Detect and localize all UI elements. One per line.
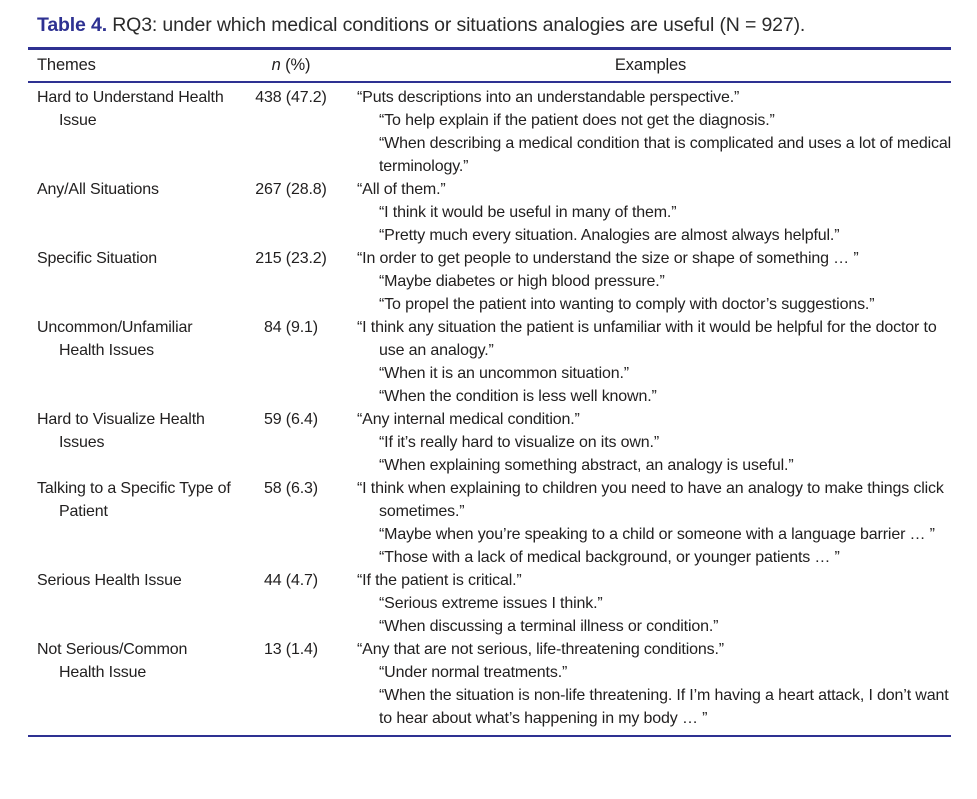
table-row <box>28 247 951 316</box>
table-row <box>28 316 951 408</box>
table-4 <box>28 47 951 737</box>
table-caption-text: RQ3: under which medical conditions or situations analogies are useful (N = 927). <box>112 14 806 36</box>
example-quote: “I think any situation the patient is unfamiliar with it would be helpful for the doctor to use an analogy.” <box>357 319 937 359</box>
example-quote: “Those with a lack of medical background, or younger patients … ” <box>379 549 840 566</box>
n-percent-cell: 59 (6.4) <box>264 411 318 428</box>
example-quote: “If the patient is critical.” <box>357 572 522 589</box>
theme-cell: Hard to Understand Health Issue <box>37 89 224 129</box>
table-row <box>28 178 951 247</box>
examples-cell <box>350 178 951 247</box>
n-percent-label: (%) <box>285 56 311 74</box>
n-italic-symbol: n <box>271 56 281 74</box>
theme-cell: Uncommon/Unfamiliar Health Issues <box>37 319 193 359</box>
examples-cell <box>350 477 951 569</box>
examples-cell <box>350 247 951 316</box>
example-quote: “When discussing a terminal illness or condition.” <box>379 618 719 635</box>
column-header-n-percent <box>232 56 350 75</box>
example-quote: “In order to get people to understand the size or shape of something … ” <box>357 250 859 267</box>
example-quote: “Serious extreme issues I think.” <box>379 595 603 612</box>
table-row <box>28 408 951 477</box>
examples-cell <box>350 316 951 408</box>
example-quote: “Any that are not serious, life-threatening conditions.” <box>357 641 724 658</box>
table-row <box>28 86 951 178</box>
example-quote: “When describing a medical condition that is complicated and uses a lot of medical terminology.” <box>379 135 952 175</box>
example-quote: “Any internal medical condition.” <box>357 411 580 428</box>
example-quote: “I think it would be useful in many of them.” <box>379 204 677 221</box>
n-percent-cell: 267 (28.8) <box>255 181 327 198</box>
example-quote: “Under normal treatments.” <box>379 664 568 681</box>
example-quote: “Puts descriptions into an understandable perspective.” <box>357 89 740 106</box>
example-quote: “Pretty much every situation. Analogies are almost always helpful.” <box>379 227 840 244</box>
example-quote: “When the condition is less well known.” <box>379 388 657 405</box>
table-row <box>28 638 951 730</box>
n-percent-cell: 58 (6.3) <box>264 480 318 497</box>
examples-cell <box>350 569 951 638</box>
examples-cell <box>350 638 951 730</box>
example-quote: “To help explain if the patient does not get the diagnosis.” <box>379 112 775 129</box>
example-quote: “When explaining something abstract, an analogy is useful.” <box>379 457 794 474</box>
example-quote: “Maybe diabetes or high blood pressure.” <box>379 273 665 290</box>
theme-cell: Not Serious/Common Health Issue <box>37 641 188 681</box>
theme-cell: Any/All Situations <box>37 181 159 198</box>
table-row <box>28 477 951 569</box>
examples-cell <box>350 86 951 178</box>
theme-cell: Serious Health Issue <box>37 572 182 589</box>
theme-cell: Specific Situation <box>37 250 158 267</box>
column-header-examples: Examples <box>614 56 687 74</box>
table-caption <box>28 12 951 38</box>
examples-cell <box>350 408 951 477</box>
n-percent-cell: 84 (9.1) <box>264 319 318 336</box>
table-caption-label: Table 4. <box>37 14 107 36</box>
example-quote: “Maybe when you’re speaking to a child or someone with a language barrier … ” <box>379 526 935 543</box>
example-quote: “All of them.” <box>357 181 446 198</box>
n-percent-cell: 215 (23.2) <box>255 250 327 267</box>
column-header-themes: Themes <box>37 56 96 74</box>
example-quote: “When the situation is non-life threatening. If I’m having a heart attack, I don’t want to hear about what’s happening in my body … ” <box>379 687 949 727</box>
theme-cell: Talking to a Specific Type of Patient <box>37 480 231 520</box>
n-percent-cell: 44 (4.7) <box>264 572 318 589</box>
theme-cell: Hard to Visualize Health Issues <box>37 411 205 451</box>
table-row <box>28 569 951 638</box>
table-body <box>28 83 951 735</box>
table-header-row <box>28 50 951 83</box>
example-quote: “I think when explaining to children you need to have an analogy to make things click sometimes.” <box>357 480 944 520</box>
n-percent-cell: 438 (47.2) <box>255 89 327 106</box>
example-quote: “If it’s really hard to visualize on its own.” <box>379 434 660 451</box>
n-percent-cell: 13 (1.4) <box>264 641 318 658</box>
example-quote: “When it is an uncommon situation.” <box>379 365 629 382</box>
example-quote: “To propel the patient into wanting to comply with doctor’s suggestions.” <box>379 296 875 313</box>
